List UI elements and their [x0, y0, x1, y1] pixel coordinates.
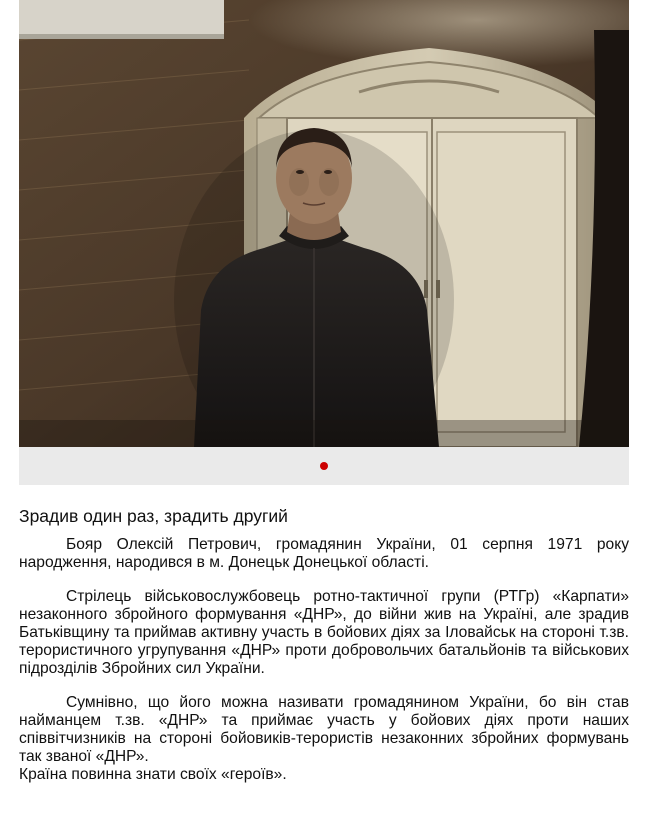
profile-photo — [19, 0, 629, 447]
carousel-dot-active[interactable] — [320, 462, 328, 470]
air-conditioner — [19, 0, 224, 38]
paragraph-bio: Бояр Олексій Петрович, громадянин України, 01 серпня 1971 року народження, народився в м. Донецьк Донецької області. — [19, 536, 629, 571]
closing-line: Країна повинна знати своїх «героїв». — [19, 766, 287, 783]
article-headline: Зрадив один раз, зрадить другий — [19, 506, 288, 526]
carousel-pagination — [19, 447, 629, 485]
paragraph-service: Стрілець військовослужбовець ротно-тактичної групи (РТГр) «Карпати» незаконного збройного формування «ДНР», до війни жив на Україні, але зрадив Батьківщину та приймав активну участь в бойових діях за Іловайськ на стороні т.зв. терористичного угрупування «ДНР» проти добровольчих батальйонів та військових підрозділів Збройних сил України. — [19, 588, 629, 677]
article-body — [19, 506, 629, 784]
photo-illustration — [19, 0, 629, 447]
paragraph-mercenary: Сумнівно, що його можна називати громадянином України, бо він став найманцем т.зв. «ДНР» та приймає участь у бойових діях проти наших співвітчизників на стороні бойовиків-терористів незаконних збройних формувань так званої «ДНР». — [19, 694, 629, 765]
